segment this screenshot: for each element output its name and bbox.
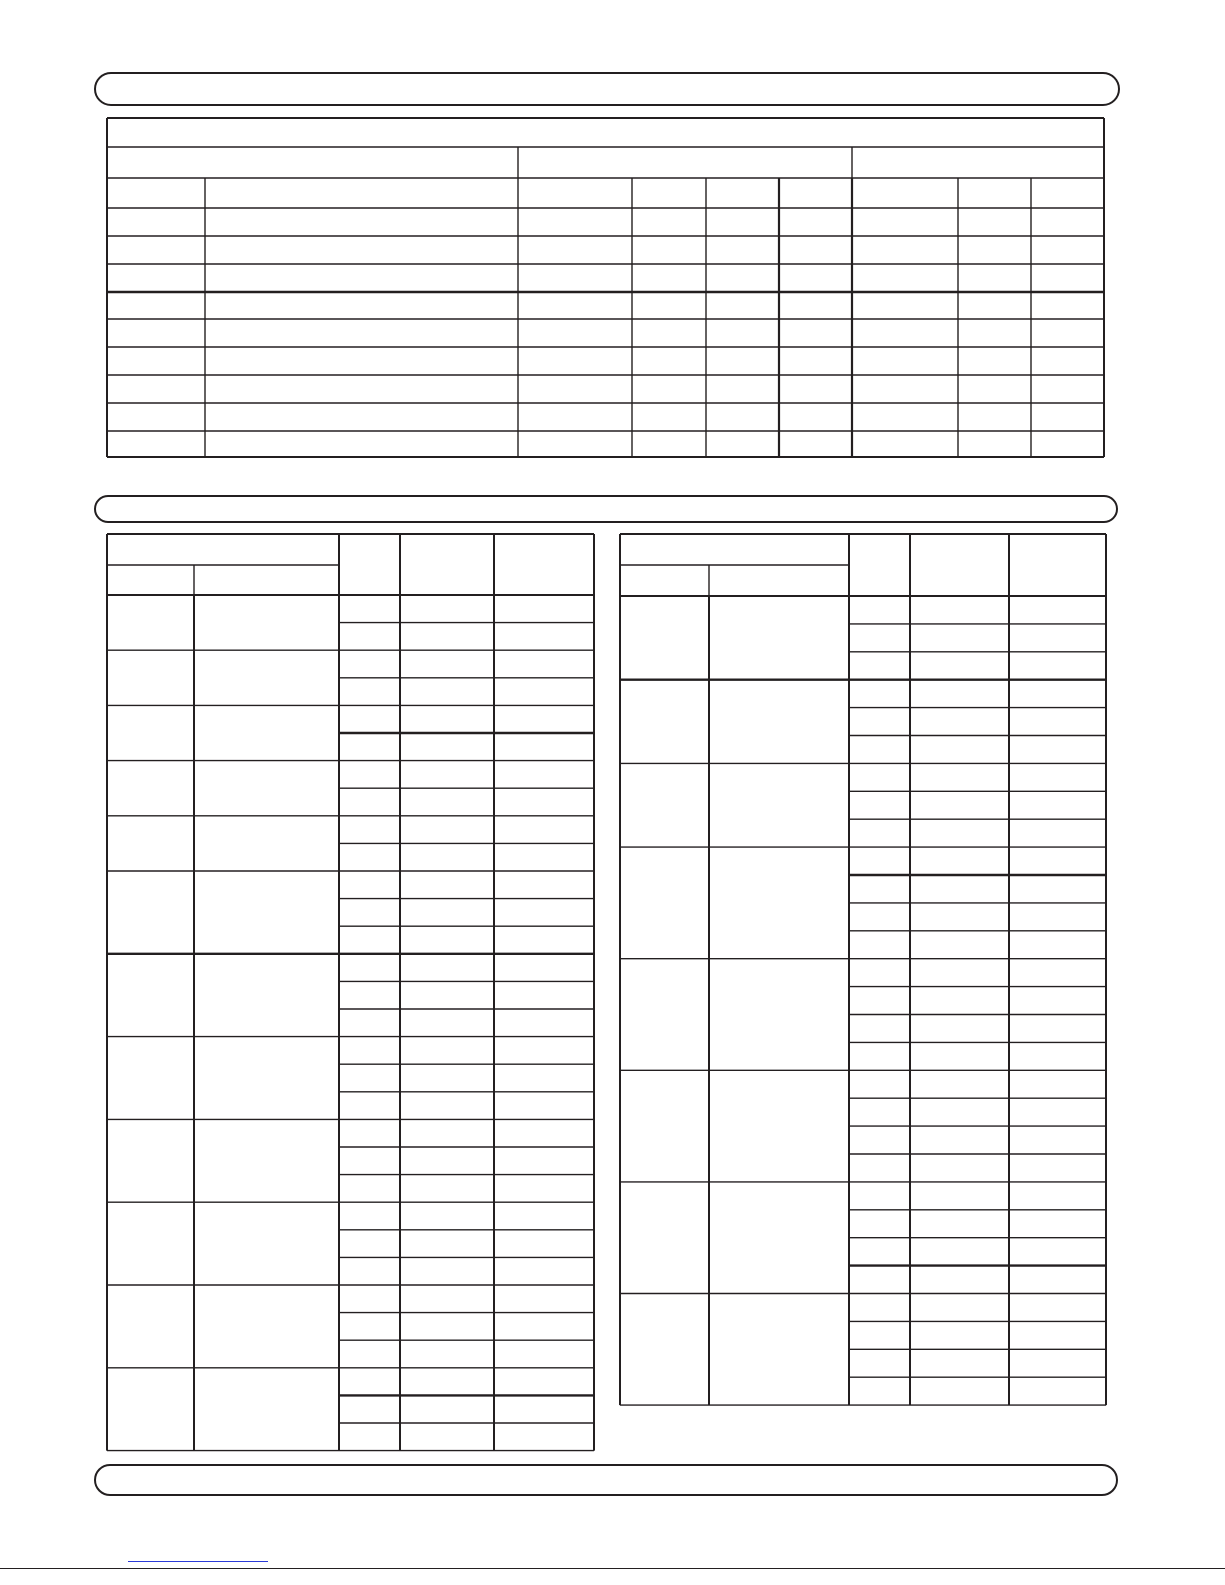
section-title-3	[94, 1464, 1118, 1496]
page-divider	[0, 1568, 1225, 1569]
footer-link[interactable]	[128, 1561, 268, 1562]
